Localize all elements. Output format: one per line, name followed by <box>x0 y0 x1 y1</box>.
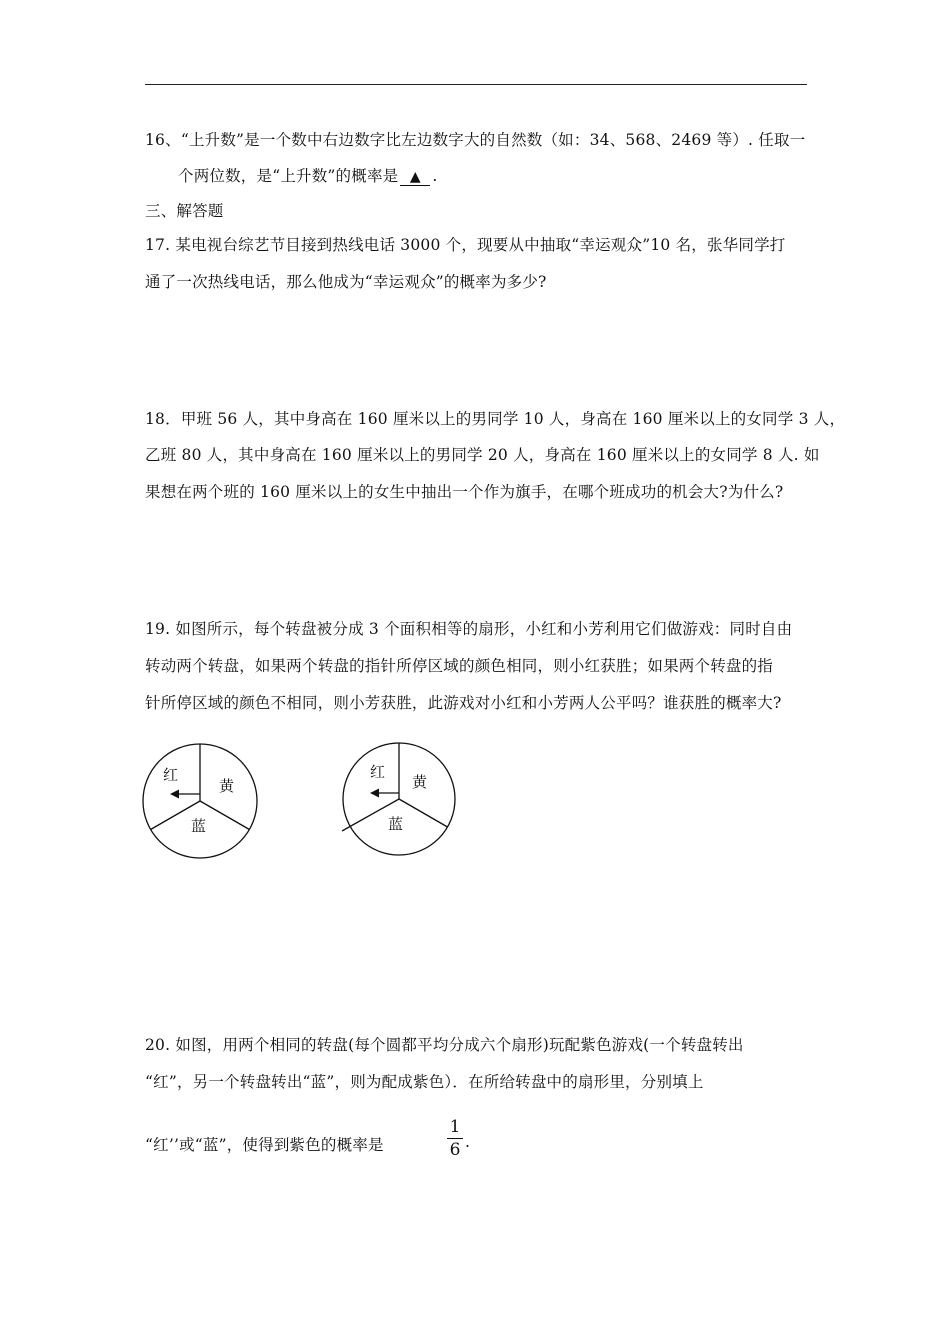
q18-line3: 果想在两个班的 160 厘米以上的女生中抽出一个作为旗手，在哪个班成功的机会大?为什么? <box>145 483 784 501</box>
q19-line3: 针所停区域的颜色不相同，则小芳获胜，此游戏对小红和小芳两人公平吗？谁获胜的概率大? <box>145 694 782 712</box>
triangle-icon: ▲ <box>409 169 421 185</box>
q16-line1: 16、“上升数”是一个数中右边数字比左边数字大的自然数（如：34、568、2469 等）. 任取一 <box>145 131 806 149</box>
spinner-1-blue-label: 蓝 <box>191 817 207 835</box>
answer-blank <box>400 167 430 186</box>
q17-line1: 17. 某电视台综艺节目接到热线电话 3000 个，现要从中抽取“幸运观众”10 名，张华同学打 <box>145 236 786 254</box>
spinner-1-red-label: 红 <box>163 766 179 784</box>
q20-line1: 20. 如图，用两个相同的转盘(每个圆都平均分成六个扇形)玩配紫色游戏(一个转盘转出 <box>145 1036 744 1054</box>
fraction-one-sixth <box>447 1119 463 1159</box>
spinner-2 <box>337 741 455 859</box>
spinner-1-yellow-label: 黄 <box>219 777 235 795</box>
header-rule <box>145 84 807 85</box>
fraction-numerator: 1 <box>449 1117 461 1137</box>
spinner-1-graphic <box>141 742 259 860</box>
q20-line3: “红’’或“蓝”，使得到紫色的概率是 <box>145 1136 384 1154</box>
q16-line2-end: . <box>432 167 438 185</box>
spinner-2-red-label: 红 <box>370 763 386 781</box>
spinner-1 <box>141 742 259 860</box>
q19-line1: 19. 如图所示，每个转盘被分成 3 个面积相等的扇形，小红和小芳利用它们做游戏：同时自由 <box>145 620 793 638</box>
q18-line1: 18．甲班 56 人，其中身高在 160 厘米以上的男同学 10 人，身高在 160 厘米以上的女同学 3 人， <box>145 410 846 428</box>
q18-line2: 乙班 80 人，其中身高在 160 厘米以上的男同学 20 人，身高在 160 厘米以上的女同学 8 人. 如 <box>145 446 820 464</box>
q19-line2: 转动两个转盘，如果两个转盘的指针所停区域的颜色相同，则小红获胜；如果两个转盘的指 <box>145 657 774 675</box>
spinner-2-blue-label: 蓝 <box>388 815 404 833</box>
section-heading: 三、解答题 <box>145 202 224 220</box>
q16-line2-text: 个两位数，是“上升数”的概率是 <box>178 167 399 185</box>
fraction-denominator: 6 <box>449 1140 461 1160</box>
spinner-2-graphic <box>337 741 455 859</box>
q20-line2: “红”，另一个转盘转出“蓝”，则为配成紫色）．在所给转盘中的扇形里，分别填上 <box>145 1073 704 1091</box>
q16-line2 <box>178 164 438 186</box>
q17-line2: 通了一次热线电话，那么他成为“幸运观众”的概率为多少? <box>145 273 547 291</box>
q20-line3-end: . <box>465 1133 471 1151</box>
spinner-2-yellow-label: 黄 <box>412 773 428 791</box>
